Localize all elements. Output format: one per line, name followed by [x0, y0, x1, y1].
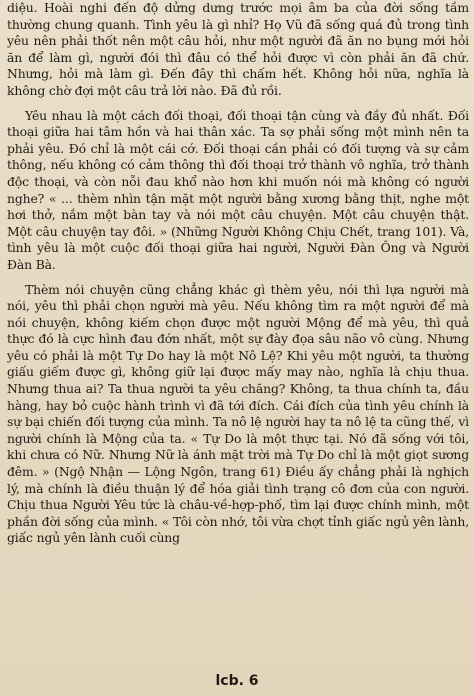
- paragraph-1: diệu. Hoài nghi đến độ dửng dưng trước mọi âm ba của đời sống tầm thường chung quanh. Tình yêu là gì nhỉ? Họ Vũ đã sống quá đủ trong tình yêu nên phải thốt nên một câu hỏi, như một người đã ăn no bụng mới hỏi ăn để làm gì, người đói thì đâu có thể hỏi được vì còn phải ăn đã chứ. Nhưng, hỏi mà làm gì. Đến đây thì chấm hết. Không hỏi nữa, nghĩa là không chờ đợi một câu trả lời nào. Đã đủ rồi.: [7, 0, 469, 98]
- body-text: [7, 0, 469, 547]
- page-footer: lcb. 6: [215, 673, 259, 689]
- paragraph-3: Thèm nói chuyện cũng chẳng khác gì thèm yêu, nói thì lựa người mà nói, yêu thì phải chọn người mà yêu. Nếu không tìm ra một người để mà nói chuyện, không kiếm chọn được một người Mộng để mà yêu, thì quả thực đó là cực hình đau đớn nhất, một sự đày đọa sâu não vô cùng. Nhưng yêu có phải là một Tự Do hay là một Nô Lệ? Khi yêu một người, ta thường giấu giếm được gì, không giữ lại được mấy may nào, nghĩa là chịu thua. Nhưng thua ai? Ta thua người ta yêu chăng? Không, ta thua chính ta, đầu hàng, hay bỏ cuộc hành trình vì đã tới đích. Cái đích của tình yêu chính là sự bại chiến đối tượng của mình. Ta nô lệ người hay ta nô lệ ta cũng thế, vì người chính là Mộng của ta. « Tự Do là một thực tại. Nó đã sống với tôi, khi chưa có Nữ. Nhưng Nữ là ánh mặt trời mà Tự Do chỉ là một giọt sương đêm. » (Ngộ Nhận — Lộng Ngôn, trang 61) Điều ấy chẳng phải là nghịch lý, mà chính là điều thuận lý để hóa giải tình trạng cô đơn của con người. Chịu thua Người Yêu tức là châu-về-hợp-phố, tìm lại được chính mình, một phần đời sống của mình. « Tôi còn nhớ, tôi vừa chợt tỉnh giấc ngủ yên lành, giấc ngủ yên lành cuối cùng: [7, 281, 469, 546]
- paragraph-2: Yêu nhau là một cách đối thoại, đối thoại tận cùng và đầy đủ nhất. Đối thoại giữa hai tâm hồn và hai thân xác. Ta sợ phải sống một mình nên ta phải yêu. Đó chỉ là một cái cớ. Đối thoại cần phải có đối tượng và sự cảm thông, nếu không có cảm thông thì đối thoại trở thành vô nghĩa, trở thành độc thoại, và còn nỗi đau khổ nào hơn khi muốn nói mà không có người nghe? « ... thèm nhìn tận mặt một người bằng xương bằng thịt, nghe một hơi thở, nắm một bàn tay và nói một câu chuyện. Một câu chuyện thật. Một câu chuyện tay đôi. » (Những Người Không Chịu Chết, trang 101). Và, tình yêu là một cuộc đối thoại giữa hai người, Người Đàn Ông và Người Đàn Bà.: [7, 107, 469, 272]
